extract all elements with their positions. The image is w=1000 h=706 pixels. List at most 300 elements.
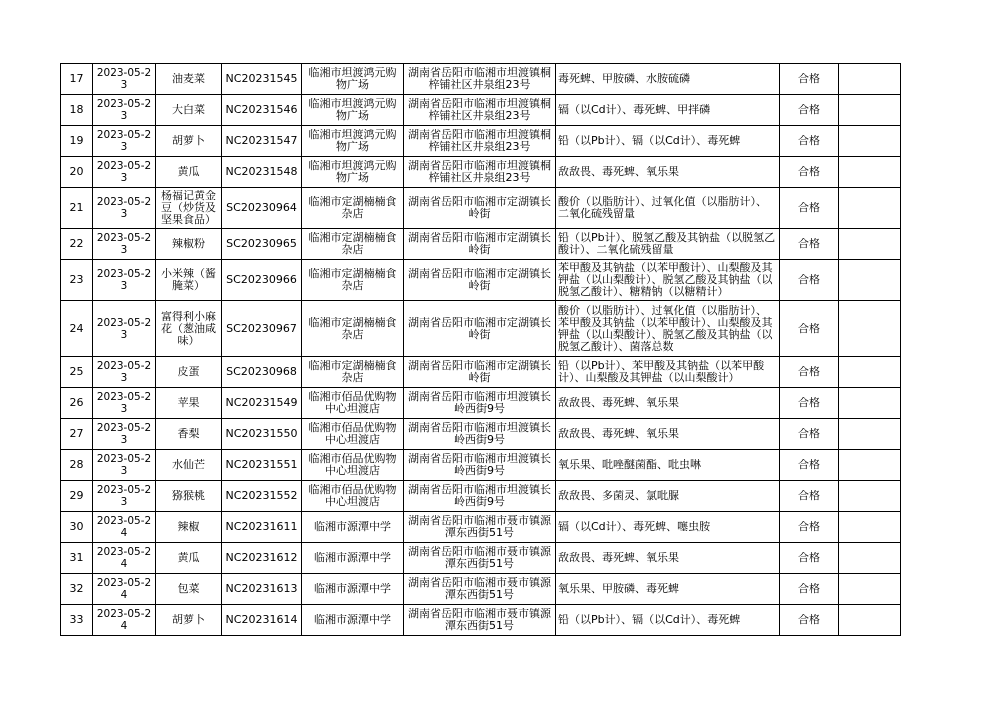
row-number-cell xyxy=(61,481,93,512)
test-items: 酸价（以脂肪计）、过氧化值（以脂肪计）、苯甲酸及其钠盐（以苯甲酸计）、山梨酸及其钾盐（以山梨酸计）、脱氢乙酸及其钠盐（以脱氢乙酸计）、菌落总数 xyxy=(558,304,773,353)
test-items-cell xyxy=(556,605,780,636)
sampling-date-cell xyxy=(93,188,156,229)
sampling-date: 2023-05-23 xyxy=(96,160,152,184)
test-items: 镉（以Cd计）、毒死蜱、甲拌磷 xyxy=(558,104,711,116)
store-address: 湖南省岳阳市临湘市坦渡镇长岭西街9号 xyxy=(408,422,551,446)
row-number: 31 xyxy=(69,552,84,564)
sampling-date: 2023-05-23 xyxy=(96,232,152,256)
row-number: 29 xyxy=(69,490,84,502)
remarks-cell xyxy=(839,574,901,605)
sample-name: 小米辣（酱腌菜） xyxy=(161,268,216,292)
test-items-cell xyxy=(556,450,780,481)
sample-name-cell xyxy=(156,543,222,574)
remarks-cell xyxy=(839,481,901,512)
remarks-cell xyxy=(839,229,901,260)
store-address: 湖南省岳阳市临湘市聂市镇源潭东西街51号 xyxy=(408,515,551,539)
test-items-cell xyxy=(556,229,780,260)
table-row xyxy=(61,64,901,95)
row-number-cell xyxy=(61,419,93,450)
table-row xyxy=(61,126,901,157)
test-result-cell xyxy=(780,95,839,126)
sampled-store-cell xyxy=(302,419,404,450)
remarks-cell xyxy=(839,64,901,95)
test-result: 合格 xyxy=(798,135,820,147)
test-items-cell xyxy=(556,64,780,95)
test-result: 合格 xyxy=(798,459,820,471)
remarks-cell xyxy=(839,543,901,574)
sampled-store: 临湘市佰品优购物中心坦渡店 xyxy=(308,422,397,446)
sample-name-cell xyxy=(156,605,222,636)
sample-code: NC20231552 xyxy=(225,490,298,502)
sample-name-cell xyxy=(156,388,222,419)
row-number: 20 xyxy=(69,166,84,178)
sample-code: SC20230966 xyxy=(226,274,297,286)
sampled-store-cell xyxy=(302,229,404,260)
test-result: 合格 xyxy=(798,73,820,85)
test-items: 铅（以Pb计）、脱氢乙酸及其钠盐（以脱氢乙酸计）、二氧化硫残留量 xyxy=(558,232,776,256)
row-number-cell xyxy=(61,574,93,605)
row-number-cell xyxy=(61,512,93,543)
sample-name-cell xyxy=(156,188,222,229)
sampled-store: 临湘市定湖楠楠食杂店 xyxy=(308,360,397,384)
sample-code-cell xyxy=(222,157,302,188)
row-number: 21 xyxy=(69,202,84,214)
sample-name: 大白菜 xyxy=(172,104,205,116)
sampling-date-cell xyxy=(93,157,156,188)
test-result-cell xyxy=(780,512,839,543)
row-number: 27 xyxy=(69,428,84,440)
sample-code: NC20231545 xyxy=(225,73,298,85)
sampling-date: 2023-05-23 xyxy=(96,484,152,508)
sample-code: NC20231549 xyxy=(225,397,298,409)
test-items-cell xyxy=(556,512,780,543)
test-items-cell xyxy=(556,188,780,229)
test-result-cell xyxy=(780,260,839,301)
row-number: 19 xyxy=(69,135,84,147)
sample-name: 苹果 xyxy=(177,397,200,409)
store-address-cell xyxy=(404,450,556,481)
sample-name: 辣椒粉 xyxy=(172,238,205,250)
row-number-cell xyxy=(61,388,93,419)
test-result-cell xyxy=(780,481,839,512)
sampled-store: 临湘市定湖楠楠食杂店 xyxy=(308,268,397,292)
inspection-results-table xyxy=(60,63,901,636)
store-address-cell xyxy=(404,126,556,157)
test-items: 苯甲酸及其钠盐（以苯甲酸计）、山梨酸及其钾盐（以山梨酸计）、脱氢乙酸及其钠盐（以脱氢乙酸计）、糖精钠（以糖精计） xyxy=(558,262,773,298)
store-address-cell xyxy=(404,388,556,419)
table-row xyxy=(61,357,901,388)
store-address: 湖南省岳阳市临湘市聂市镇源潭东西街51号 xyxy=(408,546,551,570)
test-items: 敌敌畏、多菌灵、氯吡脲 xyxy=(558,490,679,502)
sampling-date: 2023-05-24 xyxy=(96,546,152,570)
sample-code-cell xyxy=(222,450,302,481)
test-items-cell xyxy=(556,260,780,301)
sampling-date-cell xyxy=(93,260,156,301)
sampled-store: 临湘市源潭中学 xyxy=(314,521,391,533)
test-result: 合格 xyxy=(798,274,820,286)
sample-code-cell xyxy=(222,301,302,357)
sampling-date: 2023-05-23 xyxy=(96,422,152,446)
row-number: 32 xyxy=(69,583,84,595)
sampled-store-cell xyxy=(302,301,404,357)
sampled-store: 临湘市坦渡鸿元购物广场 xyxy=(308,98,397,122)
test-items: 氧乐果、甲胺磷、毒死蜱 xyxy=(558,583,679,595)
row-number: 26 xyxy=(69,397,84,409)
sample-code: NC20231614 xyxy=(225,614,298,626)
store-address-cell xyxy=(404,301,556,357)
sampling-date-cell xyxy=(93,64,156,95)
store-address: 湖南省岳阳市临湘市坦渡镇长岭西街9号 xyxy=(408,453,551,477)
sample-name-cell xyxy=(156,450,222,481)
sample-code: NC20231548 xyxy=(225,166,298,178)
test-result: 合格 xyxy=(798,521,820,533)
store-address: 湖南省岳阳市临湘市坦渡镇桐梓铺社区井泉组23号 xyxy=(408,67,551,91)
store-address: 湖南省岳阳市临湘市定湖镇长岭街 xyxy=(408,360,551,384)
store-address: 湖南省岳阳市临湘市坦渡镇长岭西街9号 xyxy=(408,391,551,415)
sampled-store-cell xyxy=(302,481,404,512)
sampling-date: 2023-05-23 xyxy=(96,67,152,91)
sampling-date: 2023-05-23 xyxy=(96,391,152,415)
sampled-store-cell xyxy=(302,543,404,574)
remarks-cell xyxy=(839,95,901,126)
store-address-cell xyxy=(404,574,556,605)
sampled-store-cell xyxy=(302,126,404,157)
store-address: 湖南省岳阳市临湘市定湖镇长岭街 xyxy=(408,232,551,256)
sample-name-cell xyxy=(156,229,222,260)
row-number: 17 xyxy=(69,73,84,85)
row-number: 25 xyxy=(69,366,84,378)
test-items-cell xyxy=(556,95,780,126)
row-number: 23 xyxy=(69,274,84,286)
sample-code-cell xyxy=(222,357,302,388)
test-result: 合格 xyxy=(798,614,820,626)
sample-code: SC20230964 xyxy=(226,202,297,214)
sample-name: 水仙芒 xyxy=(172,459,205,471)
remarks-cell xyxy=(839,260,901,301)
sample-code-cell xyxy=(222,64,302,95)
sample-code-cell xyxy=(222,481,302,512)
store-address: 湖南省岳阳市临湘市定湖镇长岭街 xyxy=(408,268,551,292)
sample-name-cell xyxy=(156,481,222,512)
remarks-cell xyxy=(839,419,901,450)
sample-code: SC20230968 xyxy=(226,366,297,378)
store-address-cell xyxy=(404,357,556,388)
test-result: 合格 xyxy=(798,552,820,564)
sample-name-cell xyxy=(156,157,222,188)
sampling-date-cell xyxy=(93,512,156,543)
sample-code: NC20231613 xyxy=(225,583,298,595)
table-row xyxy=(61,157,901,188)
row-number: 24 xyxy=(69,322,84,335)
sample-name: 胡萝卜 xyxy=(172,614,205,626)
sampling-date-cell xyxy=(93,605,156,636)
table-row xyxy=(61,543,901,574)
sampling-date-cell xyxy=(93,95,156,126)
store-address: 湖南省岳阳市临湘市定湖镇长岭街 xyxy=(408,196,551,220)
remarks-cell xyxy=(839,605,901,636)
sampling-date: 2023-05-23 xyxy=(96,196,152,220)
test-result: 合格 xyxy=(798,397,820,409)
sampled-store-cell xyxy=(302,388,404,419)
sample-name-cell xyxy=(156,64,222,95)
sample-code-cell xyxy=(222,512,302,543)
table-row xyxy=(61,301,901,357)
store-address-cell xyxy=(404,512,556,543)
test-items-cell xyxy=(556,126,780,157)
test-items-cell xyxy=(556,543,780,574)
test-items: 铅（以Pb计）、镉（以Cd计）、毒死蜱 xyxy=(558,614,741,626)
sample-code-cell xyxy=(222,126,302,157)
table-row xyxy=(61,188,901,229)
sample-code-cell xyxy=(222,419,302,450)
sampling-date-cell xyxy=(93,388,156,419)
sample-code: SC20230965 xyxy=(226,238,297,250)
table-row xyxy=(61,260,901,301)
row-number-cell xyxy=(61,126,93,157)
test-items: 镉（以Cd计）、毒死蜱、噻虫胺 xyxy=(558,521,711,533)
test-items-cell xyxy=(556,357,780,388)
sampling-date-cell xyxy=(93,419,156,450)
sampling-date: 2023-05-23 xyxy=(96,316,152,341)
store-address-cell xyxy=(404,543,556,574)
sample-code: NC20231551 xyxy=(225,459,298,471)
store-address: 湖南省岳阳市临湘市坦渡镇桐梓铺社区井泉组23号 xyxy=(408,129,551,153)
sample-name: 油麦菜 xyxy=(172,73,205,85)
row-number-cell xyxy=(61,95,93,126)
row-number: 33 xyxy=(69,614,84,626)
sampled-store: 临湘市坦渡鸿元购物广场 xyxy=(308,67,397,91)
test-result-cell xyxy=(780,301,839,357)
table-row xyxy=(61,419,901,450)
row-number-cell xyxy=(61,64,93,95)
test-items: 敌敌畏、毒死蜱、氧乐果 xyxy=(558,428,679,440)
store-address-cell xyxy=(404,229,556,260)
sampled-store: 临湘市佰品优购物中心坦渡店 xyxy=(308,391,397,415)
test-result-cell xyxy=(780,543,839,574)
table-row xyxy=(61,388,901,419)
sample-name: 皮蛋 xyxy=(177,366,200,378)
table-row xyxy=(61,481,901,512)
store-address: 湖南省岳阳市临湘市坦渡镇桐梓铺社区井泉组23号 xyxy=(408,160,551,184)
sampling-date: 2023-05-23 xyxy=(96,98,152,122)
sampled-store-cell xyxy=(302,512,404,543)
row-number-cell xyxy=(61,605,93,636)
sample-code-cell xyxy=(222,188,302,229)
table-row xyxy=(61,512,901,543)
sample-name: 富得利小麻花（葱油咸味） xyxy=(161,310,216,347)
test-result-cell xyxy=(780,605,839,636)
sample-code: NC20231547 xyxy=(225,135,298,147)
sample-name: 包菜 xyxy=(177,583,200,595)
sample-name-cell xyxy=(156,419,222,450)
sampling-date-cell xyxy=(93,574,156,605)
sampling-date: 2023-05-23 xyxy=(96,268,152,292)
sample-name-cell xyxy=(156,126,222,157)
remarks-cell xyxy=(839,388,901,419)
sample-name-cell xyxy=(156,260,222,301)
test-result: 合格 xyxy=(798,428,820,440)
test-items: 敌敌畏、毒死蜱、氧乐果 xyxy=(558,397,679,409)
row-number-cell xyxy=(61,260,93,301)
remarks-cell xyxy=(839,357,901,388)
sample-name-cell xyxy=(156,512,222,543)
remarks-cell xyxy=(839,450,901,481)
test-items-cell xyxy=(556,419,780,450)
row-number-cell xyxy=(61,450,93,481)
test-items-cell xyxy=(556,481,780,512)
table-row xyxy=(61,450,901,481)
sampled-store: 临湘市定湖楠楠食杂店 xyxy=(308,232,397,256)
sampling-date: 2023-05-23 xyxy=(96,453,152,477)
sample-code-cell xyxy=(222,229,302,260)
sampling-date-cell xyxy=(93,543,156,574)
sample-code-cell xyxy=(222,260,302,301)
sampled-store: 临湘市定湖楠楠食杂店 xyxy=(308,196,397,220)
sample-name: 猕猴桃 xyxy=(172,490,205,502)
table-row xyxy=(61,95,901,126)
row-number-cell xyxy=(61,188,93,229)
store-address: 湖南省岳阳市临湘市坦渡镇长岭西街9号 xyxy=(408,484,551,508)
test-result-cell xyxy=(780,64,839,95)
sample-name: 胡萝卜 xyxy=(172,135,205,147)
test-items: 毒死蜱、甲胺磷、水胺硫磷 xyxy=(558,73,690,85)
test-result-cell xyxy=(780,574,839,605)
row-number: 22 xyxy=(69,238,84,250)
store-address-cell xyxy=(404,188,556,229)
store-address: 湖南省岳阳市临湘市聂市镇源潭东西街51号 xyxy=(408,608,551,632)
store-address: 湖南省岳阳市临湘市聂市镇源潭东西街51号 xyxy=(408,577,551,601)
sample-name: 香梨 xyxy=(177,428,200,440)
test-items-cell xyxy=(556,574,780,605)
sample-name: 杨福记黄金豆（炒货及坚果食品） xyxy=(161,190,216,226)
test-items-cell xyxy=(556,388,780,419)
sampled-store-cell xyxy=(302,450,404,481)
test-items-cell xyxy=(556,301,780,357)
sampled-store: 临湘市源潭中学 xyxy=(314,583,391,595)
test-result-cell xyxy=(780,357,839,388)
test-result-cell xyxy=(780,188,839,229)
store-address-cell xyxy=(404,64,556,95)
sample-name-cell xyxy=(156,574,222,605)
table-row xyxy=(61,605,901,636)
sample-code-cell xyxy=(222,605,302,636)
sampling-date-cell xyxy=(93,229,156,260)
sampled-store-cell xyxy=(302,605,404,636)
sampled-store: 临湘市定湖楠楠食杂店 xyxy=(308,316,397,341)
store-address-cell xyxy=(404,157,556,188)
sample-code-cell xyxy=(222,388,302,419)
row-number: 28 xyxy=(69,459,84,471)
sampled-store-cell xyxy=(302,157,404,188)
row-number-cell xyxy=(61,357,93,388)
sample-code-cell xyxy=(222,95,302,126)
test-result: 合格 xyxy=(798,366,820,378)
sample-code: SC20230967 xyxy=(226,322,297,335)
sampled-store: 临湘市坦渡鸿元购物广场 xyxy=(308,129,397,153)
row-number: 18 xyxy=(69,104,84,116)
store-address: 湖南省岳阳市临湘市坦渡镇桐梓铺社区井泉组23号 xyxy=(408,98,551,122)
test-items: 酸价（以脂肪计）、过氧化值（以脂肪计）、二氧化硫残留量 xyxy=(558,196,767,220)
sample-code: NC20231612 xyxy=(225,552,298,564)
test-items: 铅（以Pb计）、镉（以Cd计）、毒死蜱 xyxy=(558,135,741,147)
test-result-cell xyxy=(780,229,839,260)
table-body xyxy=(61,64,901,636)
test-items-cell xyxy=(556,157,780,188)
sample-name-cell xyxy=(156,357,222,388)
sample-name: 黄瓜 xyxy=(177,552,200,564)
test-result-cell xyxy=(780,419,839,450)
sampled-store: 临湘市佰品优购物中心坦渡店 xyxy=(308,453,397,477)
row-number-cell xyxy=(61,543,93,574)
sampling-date-cell xyxy=(93,126,156,157)
sampling-date: 2023-05-23 xyxy=(96,129,152,153)
sample-code: NC20231611 xyxy=(225,521,298,533)
test-result-cell xyxy=(780,388,839,419)
sample-code: NC20231546 xyxy=(225,104,298,116)
table-row xyxy=(61,229,901,260)
sampling-date-cell xyxy=(93,301,156,357)
remarks-cell xyxy=(839,512,901,543)
test-result: 合格 xyxy=(798,104,820,116)
sample-code-cell xyxy=(222,543,302,574)
row-number: 30 xyxy=(69,521,84,533)
sample-name-cell xyxy=(156,301,222,357)
test-items: 氧乐果、吡唑醚菌酯、吡虫啉 xyxy=(558,459,701,471)
store-address: 湖南省岳阳市临湘市定湖镇长岭街 xyxy=(408,316,551,341)
sampling-date: 2023-05-23 xyxy=(96,360,152,384)
table-row xyxy=(61,574,901,605)
store-address-cell xyxy=(404,481,556,512)
sampled-store: 临湘市源潭中学 xyxy=(314,552,391,564)
sampling-date-cell xyxy=(93,357,156,388)
test-items: 敌敌畏、毒死蜱、氧乐果 xyxy=(558,166,679,178)
remarks-cell xyxy=(839,188,901,229)
sampled-store-cell xyxy=(302,357,404,388)
sampled-store: 临湘市源潭中学 xyxy=(314,614,391,626)
sample-name: 黄瓜 xyxy=(177,166,200,178)
sample-code: NC20231550 xyxy=(225,428,298,440)
test-result: 合格 xyxy=(798,490,820,502)
test-result-cell xyxy=(780,450,839,481)
sampling-date: 2023-05-24 xyxy=(96,515,152,539)
sampled-store: 临湘市佰品优购物中心坦渡店 xyxy=(308,484,397,508)
remarks-cell xyxy=(839,126,901,157)
test-result-cell xyxy=(780,157,839,188)
sampled-store-cell xyxy=(302,188,404,229)
row-number-cell xyxy=(61,301,93,357)
test-result: 合格 xyxy=(798,238,820,250)
sampling-date: 2023-05-24 xyxy=(96,608,152,632)
row-number-cell xyxy=(61,157,93,188)
sample-name: 辣椒 xyxy=(177,521,200,533)
sampling-date-cell xyxy=(93,481,156,512)
sampled-store-cell xyxy=(302,260,404,301)
test-result: 合格 xyxy=(798,583,820,595)
sampled-store: 临湘市坦渡鸿元购物广场 xyxy=(308,160,397,184)
sampling-date-cell xyxy=(93,450,156,481)
sampling-date: 2023-05-24 xyxy=(96,577,152,601)
test-items: 铅（以Pb计）、苯甲酸及其钠盐（以苯甲酸计）、山梨酸及其钾盐（以山梨酸计） xyxy=(558,360,765,384)
sample-name-cell xyxy=(156,95,222,126)
test-result: 合格 xyxy=(798,166,820,178)
store-address-cell xyxy=(404,605,556,636)
store-address-cell xyxy=(404,95,556,126)
store-address-cell xyxy=(404,419,556,450)
remarks-cell xyxy=(839,157,901,188)
test-result-cell xyxy=(780,126,839,157)
sampled-store-cell xyxy=(302,95,404,126)
test-result: 合格 xyxy=(798,322,820,335)
